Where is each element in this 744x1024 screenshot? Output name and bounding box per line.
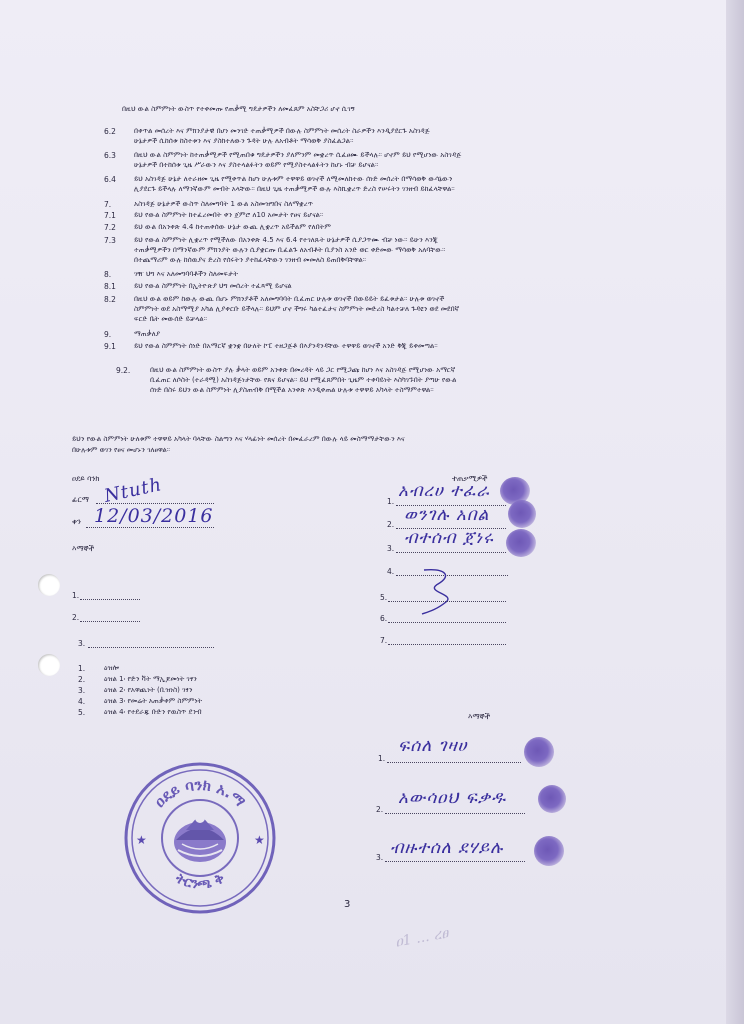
signer-line bbox=[388, 643, 506, 645]
clause-number: 6.4 bbox=[104, 175, 116, 184]
annex-item: ዕዝሎ bbox=[104, 664, 119, 672]
thumbprint bbox=[538, 785, 566, 813]
witness-line bbox=[80, 620, 140, 622]
clause-number: 7. bbox=[104, 200, 112, 209]
punch-hole bbox=[38, 654, 60, 676]
intro-line: በዚህ ውል ስምምነት ውስጥ የተቀመጡ የጠቃሚ ግዴታዎችን ለመፈጸም አስቸጋሪ ሆኖ ሲገኝ bbox=[122, 105, 355, 113]
date-label: ቀን bbox=[72, 517, 81, 526]
annex-number: 2. bbox=[78, 675, 86, 684]
witness-line bbox=[385, 860, 525, 862]
stamp-bottom-text: ትርንጫ ቅ bbox=[172, 870, 228, 893]
bottom-witnesses-label: እማኞች bbox=[468, 712, 491, 721]
annex-number: 1. bbox=[78, 664, 86, 673]
clause-line: ይህ የውል ስምምነት ሊቋረጥ የሚችለው በአንቀጽ 4.5 እና 6.4 የተገለጹት ሁኔታዎች ሲያጋጥሙ ብቻ ነው። ይሁን እንጂ bbox=[134, 236, 438, 244]
svg-text:★: ★ bbox=[136, 833, 147, 847]
annex-number: 5. bbox=[78, 708, 86, 717]
witnesses-label: እማኞች bbox=[72, 544, 95, 553]
signer-number: 5. bbox=[380, 593, 388, 602]
clause-line: በዚህ ውል ስምምነት ከተጠቃሚዎች የሚጠበቁ ግዴታዎችን ያለምንም መቋረጥ ሲፈፀሙ ይችላሉ። ሆኖም ይህ የሚሆነው አስገዳጅ bbox=[134, 151, 462, 159]
clause-line: ሰነድ በስሩ ይህን ውል ስምምነት ሊያስጠብቅ በሚችል አንቀጽ እንዲቀጠል ሁሉቱ ተዋዋይ አካላት ተስማምተዋል። bbox=[150, 386, 434, 394]
witness-number: 1. bbox=[72, 591, 80, 600]
clause-number: 9.2. bbox=[116, 366, 131, 375]
signer-number: 7. bbox=[380, 636, 388, 645]
witness-number: 3. bbox=[376, 853, 384, 862]
svg-text:ትርንጫ ቅ bbox=[172, 870, 227, 893]
annex-number: 4. bbox=[78, 697, 86, 706]
clause-line: ሁኔታዎች ሲከሰቱ ከስተቱን እና ያስከተለውን ጉዳት ሁሉ ለአብቶት ማሳወቅ ያስፈልጋል። bbox=[134, 137, 354, 145]
bank-signature: Ntuth bbox=[102, 474, 164, 507]
page-number: 3 bbox=[344, 899, 351, 910]
witness-signature: ብዙተሰለ ደሃይሉ bbox=[390, 838, 504, 858]
witness-line bbox=[385, 812, 525, 814]
thumbprint bbox=[524, 737, 554, 767]
clause-line: ይህ ውል በአንቀጽ 4.4 ከተጠቀሰው ሁኔታ ውጪ ሊቋረጥ አይችልም የለበትም bbox=[134, 223, 331, 231]
signer-number: 2. bbox=[387, 520, 395, 529]
thumbprint bbox=[508, 500, 536, 528]
clause-line: በዚህ ውል ስምምነት ውስጥ ያሉ ቃላት ወይም አንቀጽ በመረዳት ላይ ጋር የሚጋጩ ከሆነ እና አስገዳጅ የሚሆነው አማርኛ bbox=[150, 366, 456, 374]
clause-line: ይህ የውል ስምምነት ሰነድ በአማርኛ ቋንቋ በሁለት ኮፒ ተዘጋጅቶ በእያንዳንዳቸው ተዋዋይ ወገኖች አንድ ቅጂ ይቀመጣል። bbox=[134, 342, 438, 350]
punch-hole bbox=[38, 574, 60, 596]
clause-number: 8.2 bbox=[104, 295, 116, 304]
clause-line: ማጠቃለያ bbox=[134, 330, 161, 338]
signer-number: 1. bbox=[387, 497, 395, 506]
beneficiaries-label: ተጠቃሚዎች bbox=[452, 474, 488, 483]
witness-number: 2. bbox=[376, 805, 384, 814]
clause-line: ገዥ ህግ እና አለመግባባቶችን ስለመፍታት bbox=[134, 270, 238, 278]
clause-line: አስገዳጅ ሁኔታዎች ውስጥ ስለመግባት 1 ውል አስመዝግበና ስለማቋረጥ bbox=[134, 200, 314, 208]
witness-line bbox=[80, 598, 140, 600]
faint-pencil-mark: ዐ1 ... ረፀ bbox=[394, 925, 450, 951]
signer-line bbox=[388, 621, 506, 623]
svg-text:ዐደይ ባንክ አ.ማ bbox=[151, 776, 250, 811]
clause-number: 8. bbox=[104, 270, 112, 279]
date-value: 12/03/2016 bbox=[94, 505, 214, 527]
witness-line bbox=[387, 761, 521, 763]
clause-number: 7.3 bbox=[104, 236, 116, 245]
witness-signature: ፍሰለ ገዛሀ bbox=[398, 736, 468, 756]
annex-item: ዕዝል 2፡ የአዋጪነት (ቢዝነስ) ገፃን bbox=[104, 686, 193, 694]
annex-number: 3. bbox=[78, 686, 86, 695]
thumbprint bbox=[506, 529, 536, 557]
clause-line: ይህ የውል ስምምነት ከተፈረመበት ቀን ጀምሮ ለ10 አመታት የፀና ይሆናል። bbox=[134, 211, 324, 219]
annex-item: ዕዝል 4፡ የተደራጁ ቡድን የዉስጥ ደንብ bbox=[104, 708, 202, 716]
signer-number: 6. bbox=[380, 614, 388, 623]
beneficiary-signature: አብረሀ ተፈራ bbox=[398, 481, 490, 501]
closing-line: በሁሉቱም ወገን የፀና መሆኑን ገለፀዋል። bbox=[72, 446, 171, 454]
clause-line: ይህ አስገዳጅ ሁኔታ ለተራዘመ ጊዜ የሚቀጥል ከሆነ ሁሉቱም ተዋዋይ ወገኖች ለሚመለከተው ሰነድ መሰረት በማሳወቅ ውሳኔውን bbox=[134, 175, 453, 183]
signer-line bbox=[396, 551, 506, 553]
clause-number: 6.2 bbox=[104, 127, 116, 136]
stamp-top-text: ዐደይ ባንክ አ.ማ bbox=[150, 775, 250, 811]
clause-number: 7.1 bbox=[104, 211, 116, 220]
clause-number: 8.1 bbox=[104, 282, 116, 291]
clause-line: በዚህ ውል ወይም ከውሉ ውጪ በሆኑ ምክንያቶች አለመግባባት ቢፈጠር ሁሉቱ ወገኖች በውይይት ይፈቱታል። ሁሉቱ ወገኖች bbox=[134, 295, 445, 303]
clause-line: ስምምነት ወደ አስማሚያ አካል ሊያቀርቡ ይችላሉ። ይህም ሆኖ ችግሩ ካልተፈታና ስምምነት መድረስ ካልተቻለ ጉዳዩን ወደ መደበኛ bbox=[134, 305, 460, 313]
thumbprint bbox=[534, 836, 564, 866]
clause-number: 7.2 bbox=[104, 223, 116, 232]
clause-line: በተጨማሪም ውሉ ከሰዉያና ድረስ የሰሩትን ያተከፈላቸውን ገንዘብ መመለስ ይጠበቅባቸዋል። bbox=[134, 256, 367, 264]
signer-line bbox=[388, 600, 506, 602]
clause-line: በቀጥል መሰረት እና ምክንያታዊ በሆነ መንገድ ተጠቃሚዎች በውሉ ስምምነት መሰረት ስራዎችን እንዲያደርጉ አስገዳጅ bbox=[134, 127, 430, 135]
witness-signature: አውሳዐህ ፍቃዱ bbox=[398, 788, 507, 808]
clause-number: 9. bbox=[104, 330, 112, 339]
beneficiary-signature: ብተሰብ ጀነሩ bbox=[404, 528, 494, 548]
clause-number: 6.3 bbox=[104, 151, 116, 160]
clause-line: ቢፈጠር ለሶስት (ተራዳሚ) አስገዳጅነታቸው የጸና ይሆናል። ይህ የሚፈጸምበት ጊዜም ተቀባይነት እስካገኙበት ያጣሁ የውል bbox=[150, 376, 457, 384]
clause-line: ይህ የውል ስምምነት በኢትዮጵያ ህግ መሰረት ተፈጻሚ ይሆናል bbox=[134, 282, 292, 290]
page-edge bbox=[726, 0, 744, 1024]
signer-number: 3. bbox=[387, 544, 395, 553]
org-name: ዐደይ ባንክ bbox=[72, 474, 100, 483]
scribble-signature bbox=[416, 566, 466, 616]
closing-line: ይህን የውል ስምምነት ሁለቱም ተዋዋይ አካላት ባላቸው ስልጣን እና ሃላፊነት መሰረት በመፈራረም በውሉ ላይ መስማማታቸውን እና bbox=[72, 435, 405, 443]
clause-line: ሁኔታዎች በተከሰቱ ጊዜ ሥራውን እና ያስተላልፉትን ወይም የሚያስተላልፉትን ከሆኑ ብቻ ይሆናል። bbox=[134, 161, 379, 169]
clause-number: 9.1 bbox=[104, 342, 116, 351]
witness-number: 3. bbox=[78, 639, 86, 648]
clause-line: ፍርድ ቤት መውሰድ ይቻላል። bbox=[134, 315, 207, 323]
annex-item: ዕዝል 3፡ የመሬት አጠቃቀም ስምምነት bbox=[104, 697, 203, 705]
annex-item: ዕዝል 1፡ የድን ቫት ማኢጆመነት ገፃን bbox=[104, 675, 197, 683]
signature-label: ፊርማ bbox=[72, 495, 89, 504]
stamp-emblem-icon bbox=[174, 813, 226, 862]
beneficiary-signature: ወንገሉ አበል bbox=[404, 505, 490, 525]
signer-number: 4. bbox=[387, 567, 395, 576]
witness-number: 1. bbox=[378, 754, 386, 763]
witness-line bbox=[88, 646, 214, 648]
bank-stamp bbox=[120, 758, 280, 918]
clause-line: ሊያደርጉ ይችላሉ ለማንኛውም መብት አላቸው። በዚህ ጊዜ ተጠቃሚዎች ውሉ እስኪቋረጥ ድረስ የሠሩትን ገንዘብ ይከፈላቸዋል። bbox=[134, 185, 455, 193]
witness-number: 2. bbox=[72, 613, 80, 622]
clause-line: ተጠቃሚዎችን በማንኛውም ምክንያት ውሉን ሲያቋርጡ ቢፈልጉ ለአብቶት ቢያንስ አንድ ወር ቀድመው ማሳወቅ አለባቸው። bbox=[134, 246, 446, 254]
svg-text:★: ★ bbox=[254, 833, 265, 847]
